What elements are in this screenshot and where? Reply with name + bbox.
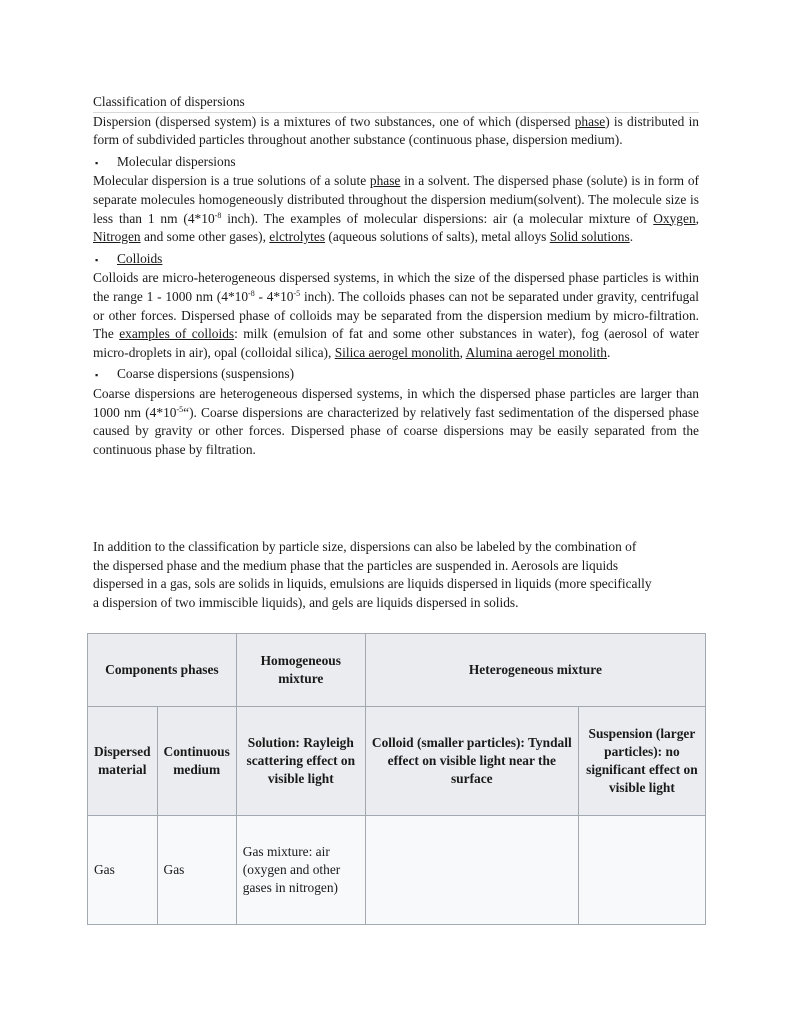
text: Coarse dispersions are heterogeneous dispersed systems, in which the dispersed phase particles are larger than 1000 nm (4*10 [93,385,699,420]
header-colloid: Colloid (smaller particles): Tyndall effect on visible light near the surface [365,707,578,816]
text: (aqueous solutions of salts), metal alloys [325,229,550,245]
table-header-row [88,634,706,707]
link-silica-aerogel[interactable]: Silica aerogel monolith [334,344,460,360]
heading-text: Molecular dispersions [117,153,236,169]
document-title: Classification of dispersions [93,93,699,113]
header-dispersed-material: Dispersed material [88,707,158,816]
text: , [459,344,466,360]
heading-text: Coarse dispersions (suspensions) [117,366,295,382]
link-oxygen[interactable]: Oxygen [653,210,696,226]
molecular-paragraph [93,172,699,246]
dispersion-table [87,633,706,925]
link-examples-of-colloids[interactable]: examples of colloids [119,326,235,342]
link-solid-solutions[interactable]: Solid solutions [549,229,630,245]
text: Colloids are micro-heterogeneous dispersed systems, in which the size of the dispersed phase particles is within the range 1 - 1000 nm (4*10 [93,270,699,304]
link-nitrogen[interactable]: Nitrogen [93,229,141,245]
cell-solution: Gas mixture: air (oxygen and other gases in nitrogen) [236,816,365,925]
section-heading-colloids [93,250,699,270]
cell-medium: Gas [157,816,236,925]
table-subheader-row [88,707,706,816]
superscript: -8 [248,288,255,298]
header-suspension: Suspension (larger particles): no significant effect on visible light [578,707,705,816]
link-electrolytes[interactable]: elctrolytes [269,229,326,245]
header-components-phases: Components phases [88,634,237,707]
superscript: -5 [176,404,184,414]
cell-colloid [365,816,578,925]
text: “). Coarse dispersions are characterized by relatively fast sedimentation of the dispersed phase caused by gravity or other forces. Dispersed phase of coarse dispersions may be easily separated from the continuous phase by filtration. [93,404,700,457]
link-phase[interactable]: phase [369,173,401,189]
cell-suspension [578,816,705,925]
document-body [93,93,699,459]
coarse-paragraph [93,385,699,459]
header-continuous-medium: Continuous medium [157,707,236,816]
section-heading-molecular [93,153,699,173]
text: : milk (emulsion of fat and some other substances in water), fog (aerosol of water micro-droplets in air), opal (colloidal silica), [93,326,699,360]
text: . [629,229,634,245]
text: inch). The examples of molecular dispersions: air (a molecular mixture of [221,210,654,226]
additional-classification-paragraph: In addition to the classification by particle size, dispersions can also be labeled by the combination of the dispersed phase and the medium phase that the particles are suspended in. Aerosols are liquids dispersed in a gas, sols are solids in liquids, emulsions are liquids dispersed in liquids (more specifically a dispersion of two immiscible liquids), and gels are liquids dispersed in solids. [93,539,652,610]
header-heterogeneous: Heterogeneous mixture [365,634,705,707]
colloids-paragraph [93,269,699,362]
cell-dispersed: Gas [88,816,158,925]
text: , [695,210,700,226]
text: inch). The colloids phases can not be separated under gravity, centrifugal or other forces. Dispersed phase of colloids may be separated from the dispersion medium by micro-filtration. The [93,288,699,342]
header-solution: Solution: Rayleigh scattering effect on visible light [236,707,365,816]
section-heading-coarse [93,365,699,385]
text: in a solvent. The dispersed phase (solute) is in form of separate molecules homogeneously distributed throughout the dispersion medium(solvent). The molecule size is less than 1 nm (4*10 [93,173,699,226]
superscript: -5 [293,288,301,298]
text: . [606,344,611,360]
bullet-icon: ▪ [95,254,99,265]
bullet-icon: ▪ [95,157,99,168]
text: Dispersion (dispersed system) is a mixtures of two substances, one of which (dispersed [93,113,575,129]
text: - 4*10 [254,288,294,304]
bullet-icon: ▪ [95,370,99,381]
header-homogeneous: Homogeneous mixture [236,634,365,707]
link-phase[interactable]: phase [574,113,606,129]
text: Molecular dispersion is a true solutions of a solute [93,173,370,189]
text: ) is distributed in form of subdivided particles throughout another substance (continuous phase, dispersion medium). [93,113,699,148]
link-alumina-aerogel[interactable]: Alumina aerogel monolith [465,344,607,360]
text: and some other gases), [140,229,270,245]
table-row [88,816,706,925]
definition-paragraph [93,113,699,150]
superscript: -8 [214,210,222,220]
link-colloids[interactable]: Colloids [117,250,163,266]
